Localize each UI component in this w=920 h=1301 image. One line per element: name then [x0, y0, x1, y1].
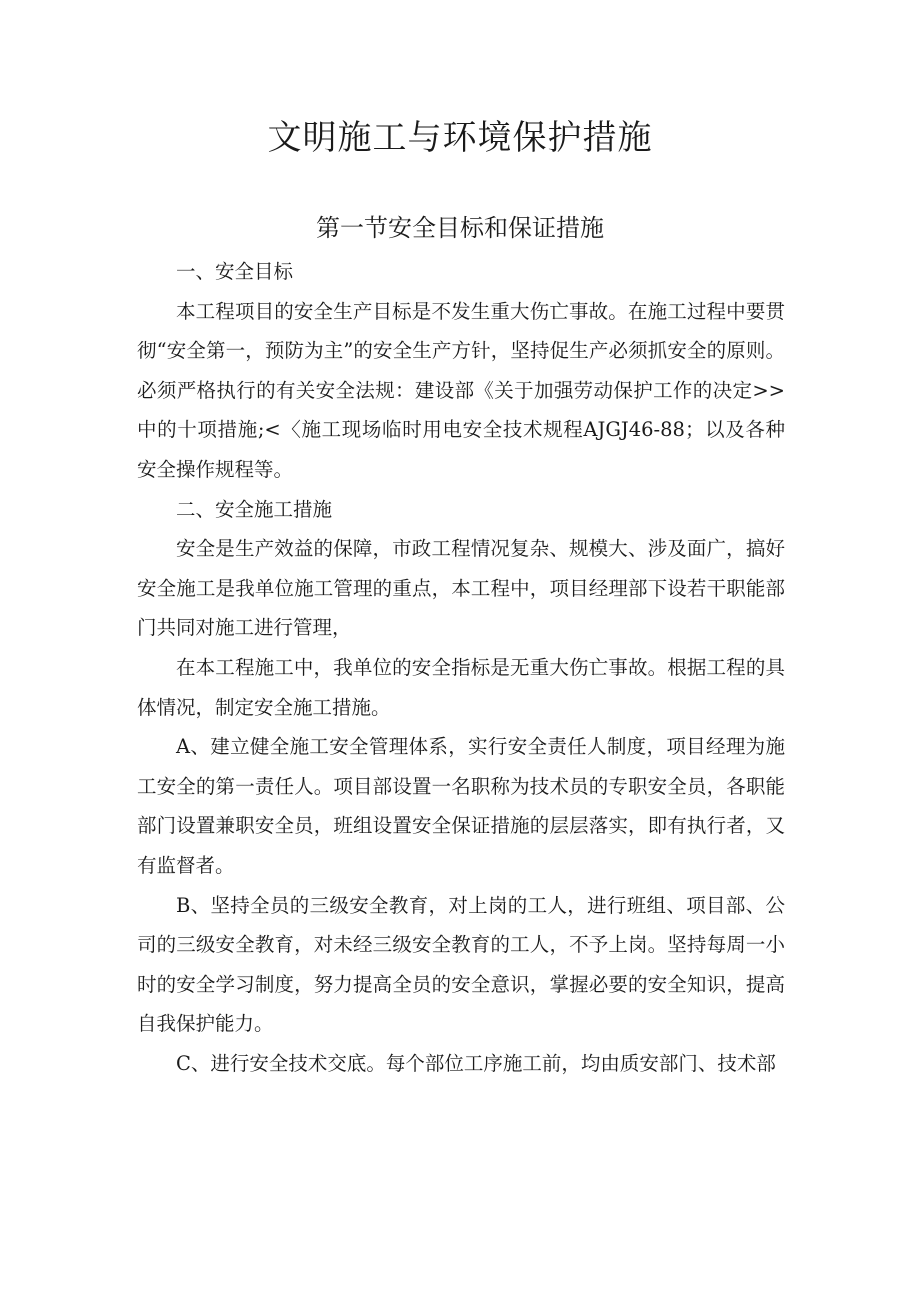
document-body [137, 252, 785, 1083]
section-title: 第一节安全目标和保证措施 [316, 214, 604, 242]
subheading-safety-goal: 一、安全目标 [176, 260, 294, 283]
paragraph: A、建立健全施工安全管理体系，实行安全责任人制度，项目经理为施工安全的第一责任人。项目部设置一名职称为技术员的专职安全员，各职能部门设置兼职安全员，班组设置安全保证措施的层层落实，即有执行者，又有监督者。 [137, 735, 785, 877]
paragraph: 本工程项目的安全生产目标是不发生重大伤亡事故。在施工过程中要贯彻“安全第一，预防为主”的安全生产方针，坚持促生产必须抓安全的原则。必须严格执行的有关安全法规：建设部《关于加强劳动保护工作的决定>>中的十项措施;<〈施工现场临时用电安全技术规程AJGJ46-88；以及各种安全操作规程等。 [137, 299, 785, 481]
paragraph: 安全是生产效益的保障，市政工程情况复杂、规模大、涉及面广，搞好安全施工是我单位施工管理的重点，本工程中，项目经理部下设若干职能部门共同对施工进行管理， [137, 537, 785, 640]
document-title: 文明施工与环境保护措施 [267, 118, 653, 158]
paragraph: B、坚持全员的三级安全教育，对上岗的工人，进行班组、项目部、公司的三级安全教育，对未经三级安全教育的工人，不予上岗。坚持每周一小时的安全学习制度，努力提高全员的安全意识，掌握必要的安全知识，提高自我保护能力。 [137, 893, 785, 1036]
subheading-safety-measures: 二、安全施工措施 [176, 497, 333, 521]
paragraph: 在本工程施工中，我单位的安全指标是无重大伤亡事故。根据工程的具体情况，制定安全施工措施。 [137, 655, 785, 719]
paragraph: C、进行安全技术交底。每个部位工序施工前，均由质安部门、技术部 [176, 1051, 776, 1075]
